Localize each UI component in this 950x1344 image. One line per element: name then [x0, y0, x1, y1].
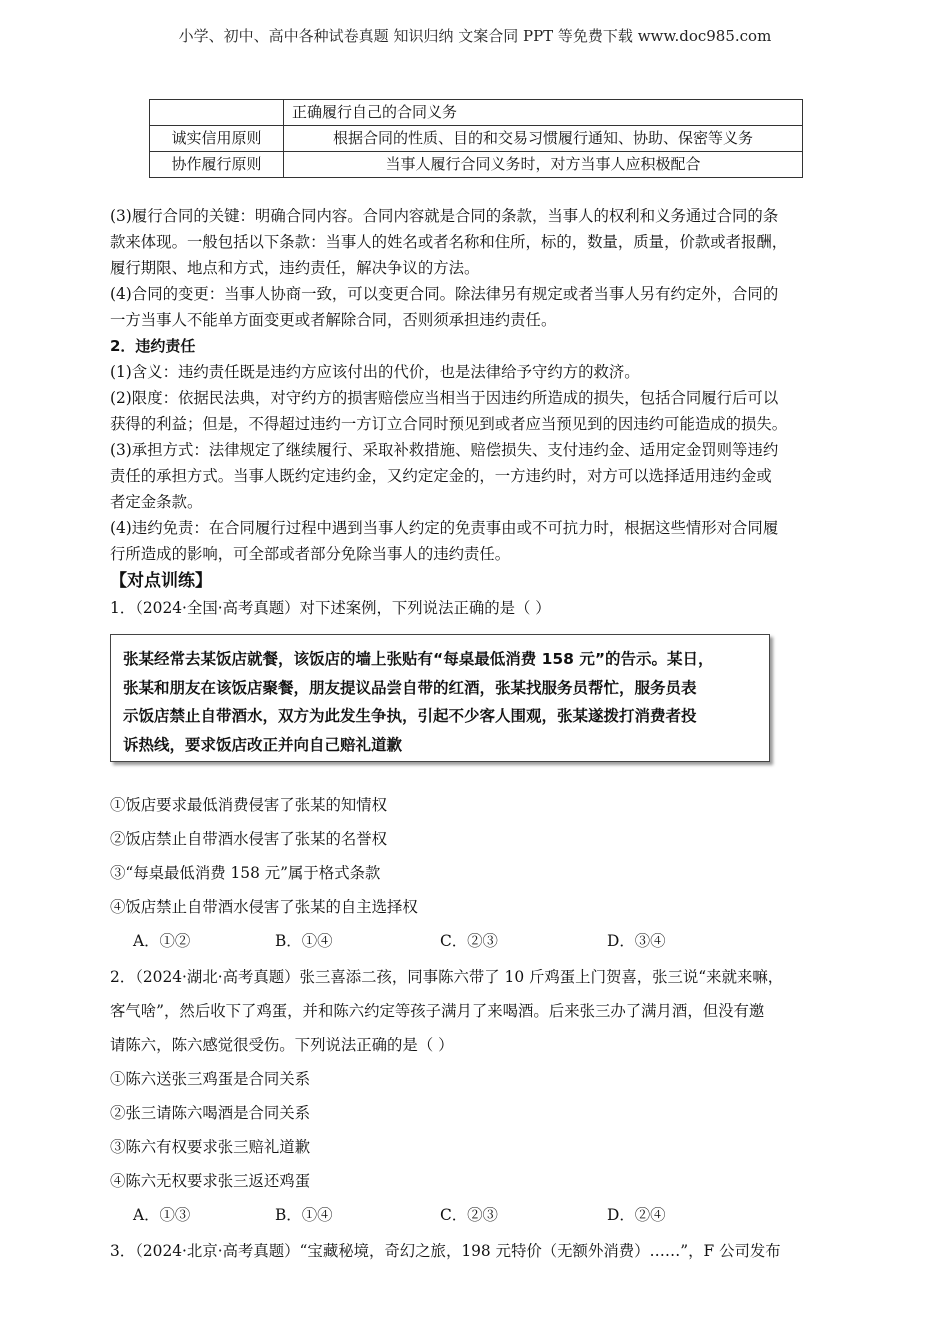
table-cell-principle	[150, 100, 284, 126]
paragraph-line: (4)违约免责：在合同履行过程中遇到当事人约定的免责事由或不可抗力时，根据这些情形对合同履	[110, 519, 779, 537]
paragraph-line: (3)承担方式：法律规定了继续履行、采取补救措施、赔偿损失、支付违约金、适用定金罚则等违约	[110, 441, 779, 459]
statement-item: ①陈六送张三鸡蛋是合同关系	[110, 1070, 311, 1088]
question-stem: 3．（2024·北京·高考真题）“宝藏秘境，奇幻之旅，198 元特价（无额外消费）……”，F 公司发布	[110, 1242, 781, 1260]
statement-item: ①饭店要求最低消费侵害了张某的知情权	[110, 796, 388, 814]
option-d[interactable]: D．②④	[607, 1206, 666, 1224]
table-cell-principle: 诚实信用原则	[150, 126, 284, 152]
option-c[interactable]: C．②③	[440, 932, 498, 950]
option-c[interactable]: C．②③	[440, 1206, 498, 1224]
statement-item: ②张三请陈六喝酒是合同关系	[110, 1104, 311, 1122]
paragraph-line: 获得的利益；但是，不得超过违约一方订立合同时预见到或者应当预见到的因违约可能造成的损失。	[110, 415, 788, 433]
principles-table	[149, 99, 803, 178]
question-stem: 1．（2024·全国·高考真题）对下述案例，下列说法正确的是（ ）	[110, 599, 551, 617]
table-cell-content: 当事人履行合同义务时，对方当事人应积极配合	[284, 152, 803, 178]
question-stem: 请陈六，陈六感觉很受伤。下列说法正确的是（ ）	[110, 1036, 454, 1054]
paragraph-line: (1)含义：违约责任既是违约方应该付出的代价，也是法律给予守约方的救济。	[110, 363, 640, 381]
paragraph-line: 行所造成的影响，可全部或者部分免除当事人的违约责任。	[110, 545, 511, 563]
paragraph-line: 一方当事人不能单方面变更或者解除合同，否则须承担违约责任。	[110, 311, 557, 329]
table-row	[150, 126, 803, 152]
section-heading: 2．违约责任	[110, 337, 196, 355]
table-cell-principle: 协作履行原则	[150, 152, 284, 178]
question-1-items	[110, 788, 842, 1268]
paragraph-line: (3)履行合同的关键：明确合同内容。合同内容就是合同的条款，当事人的权利和义务通过合同的条	[110, 207, 779, 225]
statement-item: ④陈六无权要求张三返还鸡蛋	[110, 1172, 311, 1190]
contract-performance-section	[110, 203, 842, 621]
paragraph-line: 履行期限、地点和方式，违约责任，解决争议的方法。	[110, 259, 480, 277]
table-cell-content: 根据合同的性质、目的和交易习惯履行通知、协助、保密等义务	[284, 126, 803, 152]
table-row	[150, 100, 803, 126]
paragraph-line: (2)限度：依据民法典，对守约方的损害赔偿应当相当于因违约所造成的损失，包括合同履行后可以	[110, 389, 779, 407]
case-line: 张某经常去某饭店就餐，该饭店的墙上张贴有“每桌最低消费 158 元”的告示。某日，	[123, 650, 714, 668]
answer-options	[110, 1198, 842, 1232]
statement-item: ②饭店禁止自带酒水侵害了张某的名誉权	[110, 830, 388, 848]
table-row	[150, 152, 803, 178]
case-line: 示饭店禁止自带酒水，双方为此发生争执，引起不少客人围观，张某遂拨打消费者投	[123, 707, 697, 725]
option-a[interactable]: A．①③	[133, 1206, 191, 1224]
training-heading: 【对点训练】	[110, 571, 212, 591]
table-cell-content: 正确履行自己的合同义务	[284, 100, 803, 126]
answer-options	[110, 924, 842, 958]
paragraph-line: 责任的承担方式。当事人既约定违约金，又约定定金的，一方违约时，对方可以选择适用违约金或	[110, 467, 772, 485]
option-b[interactable]: B．①④	[275, 1206, 333, 1224]
statement-item: ④饭店禁止自带酒水侵害了张某的自主选择权	[110, 898, 418, 916]
option-d[interactable]: D．③④	[607, 932, 666, 950]
page-header: 小学、初中、高中各种试卷真题 知识归纳 文案合同 PPT 等免费下载 www.doc985.com	[178, 27, 772, 45]
option-b[interactable]: B．①④	[275, 932, 333, 950]
paragraph-line: 款来体现。一般包括以下条款：当事人的姓名或者名称和住所，标的，数量，质量，价款或者报酬，	[110, 233, 788, 251]
question-stem: 客气啥”，然后收下了鸡蛋，并和陈六约定等孩子满月了来喝酒。后来张三办了满月酒，但没有邀	[110, 1002, 765, 1020]
paragraph-line: (4)合同的变更：当事人协商一致，可以变更合同。除法律另有规定或者当事人另有约定外，合同的	[110, 285, 779, 303]
question-stem: 2．（2024·湖北·高考真题）张三喜添二孩，同事陈六带了 10 斤鸡蛋上门贺喜，张三说“来就来嘛，	[110, 968, 784, 986]
paragraph-line: 者定金条款。	[110, 493, 203, 511]
case-line: 诉热线，要求饭店改正并向自己赔礼道歉	[123, 735, 403, 754]
case-line: 张某和朋友在该饭店聚餐，朋友提议品尝自带的红酒，张某找服务员帮忙，服务员表	[123, 678, 697, 697]
statement-item: ③“每桌最低消费 158 元”属于格式条款	[110, 864, 381, 882]
case-box	[110, 634, 770, 762]
option-a[interactable]: A．①②	[133, 932, 191, 950]
statement-item: ③陈六有权要求张三赔礼道歉	[110, 1138, 311, 1156]
